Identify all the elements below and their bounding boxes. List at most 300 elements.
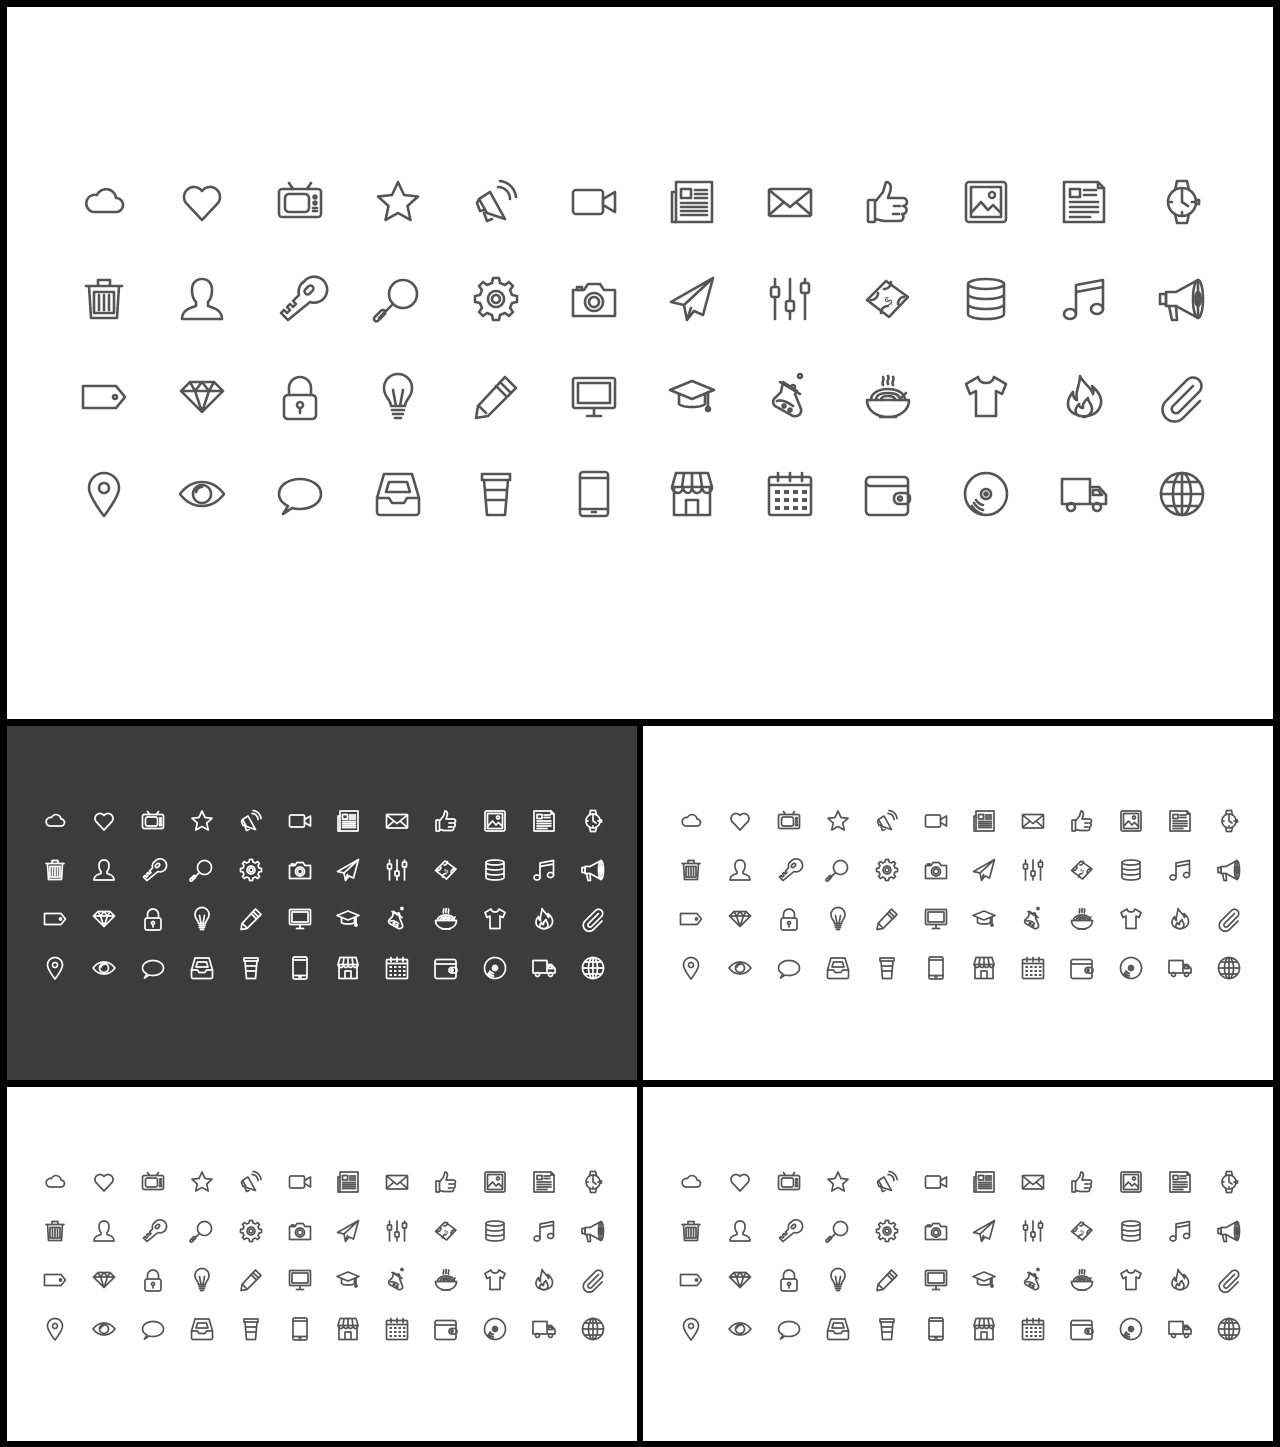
light-icon-panel-bottom-right [643,1087,1273,1441]
speaker-icon [875,1170,899,1194]
icon-cell [275,1256,324,1305]
icon-cell [1106,797,1155,846]
icon-cell [275,943,324,992]
heart-icon [92,1170,116,1194]
icon-cell [324,797,373,846]
icon-cell [129,943,178,992]
wallet-icon [864,470,912,518]
icon-cell [153,153,251,251]
envelope-icon [766,178,814,226]
icon-cell [1058,1158,1107,1207]
monitor-icon [570,373,618,421]
icon-cell [129,1158,178,1207]
map-pin-icon [679,1317,703,1341]
icon-cell [226,895,275,944]
tv-icon [276,178,324,226]
icon-cell [519,797,568,846]
trash-icon [80,275,128,323]
megaphone-icon [581,1219,605,1243]
icon-cell [568,1256,617,1305]
icon-cell [839,153,937,251]
icon-cell [1106,943,1155,992]
flame-icon [532,1268,556,1292]
sliders-icon [385,1219,409,1243]
envelope-icon [385,1170,409,1194]
graduation-cap-icon [336,907,360,931]
icon-cell [960,1304,1009,1353]
shop-icon [668,470,716,518]
icon-cell [251,153,349,251]
cloud-icon [679,1170,703,1194]
icon-cell [129,1256,178,1305]
lightbulb-icon [190,907,214,931]
icon-cell [1155,943,1204,992]
icon-cell [349,153,447,251]
music-note-icon [1168,1219,1192,1243]
icon-grid [55,153,1231,543]
newspaper-icon [336,809,360,833]
icon-cell [177,1158,226,1207]
icon-cell [960,895,1009,944]
icon-cell [324,846,373,895]
magnifier-icon [190,1219,214,1243]
icon-cell [765,846,814,895]
money-icon [864,275,912,323]
paperclip-icon [1158,373,1206,421]
eye-icon [178,470,226,518]
icon-cell [80,1207,129,1256]
icon-cell [177,797,226,846]
lock-icon [141,1268,165,1292]
heart-icon [728,1170,752,1194]
tablet-icon [924,956,948,980]
icon-cell [1035,251,1133,349]
coffee-cup-icon [875,956,899,980]
envelope-icon [1021,1170,1045,1194]
database-icon [483,858,507,882]
icon-cell [177,943,226,992]
icon-cell [1009,1256,1058,1305]
icon-cell [960,846,1009,895]
icon-cell [862,797,911,846]
icon-cell [643,446,741,544]
tv-icon [141,1170,165,1194]
icon-cell [177,1207,226,1256]
icon-cell [568,1304,617,1353]
icon-cell [349,251,447,349]
icon-cell [80,1256,129,1305]
disc-icon [962,470,1010,518]
icon-cell [153,251,251,349]
magnifier-icon [374,275,422,323]
star-icon [374,178,422,226]
icon-cell [324,1304,373,1353]
noodle-bowl-icon [434,1268,458,1292]
icon-cell [422,943,471,992]
icon-cell [1009,846,1058,895]
icon-cell [422,797,471,846]
icon-cell [716,846,765,895]
icon-cell [251,251,349,349]
user-icon [92,858,116,882]
heart-icon [728,809,752,833]
icon-cell [324,1158,373,1207]
icon-cell [275,797,324,846]
database-icon [483,1219,507,1243]
envelope-icon [385,809,409,833]
icon-cell [568,943,617,992]
lightbulb-icon [190,1268,214,1292]
icon-cell [1155,1207,1204,1256]
large-icon-panel [7,7,1273,719]
key-icon [777,1219,801,1243]
tag-icon [43,907,67,931]
icon-cell [839,348,937,446]
icon-cell [55,446,153,544]
icon-cell [568,797,617,846]
icon-cell [568,1207,617,1256]
map-pin-icon [80,470,128,518]
trash-icon [43,1219,67,1243]
icon-cell [839,251,937,349]
wallet-icon [434,1317,458,1341]
icon-cell [765,943,814,992]
icon-cell [1035,348,1133,446]
thumbs-up-icon [864,178,912,226]
icon-cell [545,153,643,251]
icon-cell [1106,1256,1155,1305]
icon-cell [80,1304,129,1353]
tablet-icon [570,470,618,518]
icon-cell [765,1158,814,1207]
icon-cell [519,1304,568,1353]
pencil-icon [875,1268,899,1292]
icon-cell [470,846,519,895]
icon-cell [1204,1256,1253,1305]
document-icon [532,809,556,833]
watch-icon [1217,809,1241,833]
icon-cell [1009,1207,1058,1256]
user-icon [728,1219,752,1243]
icon-cell [813,1207,862,1256]
envelope-icon [1021,809,1045,833]
pencil-icon [875,907,899,931]
icon-cell [422,895,471,944]
icon-cell [447,348,545,446]
calendar-icon [385,1317,409,1341]
icon-cell [1204,1207,1253,1256]
tshirt-icon [483,907,507,931]
icon-cell [960,1158,1009,1207]
icon-cell [1204,943,1253,992]
paperclip-icon [1217,907,1241,931]
icon-cell [324,1207,373,1256]
noodle-bowl-icon [864,373,912,421]
tv-icon [141,809,165,833]
icon-cell [1204,797,1253,846]
icon-cell [177,1304,226,1353]
icon-cell [1009,943,1058,992]
paperclip-icon [581,907,605,931]
icon-cell [813,895,862,944]
icon-cell [373,1304,422,1353]
camera-icon [924,858,948,882]
icon-cell [324,1256,373,1305]
icon-cell [1133,446,1231,544]
inbox-tray-icon [190,1317,214,1341]
icon-cell [1009,1304,1058,1353]
diamond-icon [728,907,752,931]
icon-cell [1058,1207,1107,1256]
map-pin-icon [679,956,703,980]
icon-cell [31,797,80,846]
megaphone-icon [1217,858,1241,882]
lock-icon [777,907,801,931]
globe-icon [1217,956,1241,980]
tablet-icon [288,956,312,980]
inbox-tray-icon [374,470,422,518]
coffee-cup-icon [239,1317,263,1341]
icon-cell [373,1256,422,1305]
key-icon [141,1219,165,1243]
tablet-icon [924,1317,948,1341]
icon-cell [741,348,839,446]
icon-cell [422,1158,471,1207]
eye-icon [92,956,116,980]
flame-icon [1060,373,1108,421]
icon-cell [1155,1304,1204,1353]
icon-cell [55,153,153,251]
watch-icon [581,809,605,833]
flame-icon [1168,907,1192,931]
gear-icon [239,1219,263,1243]
icon-cell [1155,846,1204,895]
icon-cell [129,1207,178,1256]
paper-plane-icon [668,275,716,323]
icon-cell [862,895,911,944]
icon-cell [545,251,643,349]
coffee-cup-icon [239,956,263,980]
icon-cell [422,1256,471,1305]
icon-cell [519,1256,568,1305]
icon-cell [545,446,643,544]
icon-cell [226,943,275,992]
icon-cell [1204,895,1253,944]
icon-cell [839,446,937,544]
icon-cell [80,895,129,944]
cloud-icon [43,1170,67,1194]
icon-cell [31,895,80,944]
camera-icon [570,275,618,323]
lightbulb-icon [374,373,422,421]
shop-icon [972,956,996,980]
icon-cell [813,1304,862,1353]
database-icon [1119,1219,1143,1243]
icon-cell [813,797,862,846]
sliders-icon [1021,858,1045,882]
diamond-icon [728,1268,752,1292]
icon-cell [373,1158,422,1207]
music-note-icon [1060,275,1108,323]
paperclip-icon [581,1268,605,1292]
icon-cell [862,1158,911,1207]
truck-icon [532,956,556,980]
pencil-icon [472,373,520,421]
globe-icon [1158,470,1206,518]
icon-cell [1106,1207,1155,1256]
flask-icon [1021,907,1045,931]
dark-icon-panel [7,726,637,1080]
icon-cell [960,797,1009,846]
icon-cell [960,943,1009,992]
star-icon [826,1170,850,1194]
picture-icon [1119,809,1143,833]
icon-cell [545,348,643,446]
icon-cell [667,895,716,944]
icon-cell [324,943,373,992]
icon-cell [31,1207,80,1256]
icon-cell [447,446,545,544]
watch-icon [1217,1170,1241,1194]
icon-cell [422,846,471,895]
video-camera-icon [924,809,948,833]
icon-cell [765,1207,814,1256]
speech-bubble-icon [141,1317,165,1341]
video-camera-icon [570,178,618,226]
icon-cell [226,797,275,846]
icon-cell [643,251,741,349]
camera-icon [288,1219,312,1243]
icon-cell [1204,1304,1253,1353]
icon-cell [324,895,373,944]
icon-cell [275,846,324,895]
icon-cell [765,1256,814,1305]
document-icon [1060,178,1108,226]
icon-cell [911,1158,960,1207]
icon-cell [80,797,129,846]
icon-cell [177,1256,226,1305]
icon-cell [862,1207,911,1256]
icon-cell [275,1207,324,1256]
tag-icon [43,1268,67,1292]
icon-cell [349,446,447,544]
icon-cell [765,797,814,846]
star-icon [190,1170,214,1194]
icon-cell [31,1304,80,1353]
svg-text:$: $ [881,293,897,309]
icon-cell [226,846,275,895]
video-camera-icon [288,1170,312,1194]
icon-cell [1009,1158,1058,1207]
calendar-icon [766,470,814,518]
svg-text:$: $ [442,1228,451,1237]
graduation-cap-icon [336,1268,360,1292]
tshirt-icon [483,1268,507,1292]
light-icon-panel-bottom-left [7,1087,637,1441]
icon-cell [1058,1256,1107,1305]
icon-grid [667,1158,1253,1353]
icon-grid [31,797,617,992]
icon-cell [373,943,422,992]
icon-cell [1009,797,1058,846]
cloud-icon [679,809,703,833]
icon-cell [1058,943,1107,992]
flask-icon [385,907,409,931]
user-icon [178,275,226,323]
gear-icon [875,1219,899,1243]
icon-cell [1058,895,1107,944]
paper-plane-icon [972,858,996,882]
money-icon [434,1219,458,1243]
icon-cell [153,446,251,544]
icon-cell [1058,846,1107,895]
icon-cell [667,797,716,846]
trash-icon [679,858,703,882]
icon-cell [911,1256,960,1305]
icon-cell [1106,846,1155,895]
trash-icon [679,1219,703,1243]
tshirt-icon [1119,907,1143,931]
truck-icon [1060,470,1108,518]
icon-cell [911,1207,960,1256]
user-icon [92,1219,116,1243]
icon-cell [862,1304,911,1353]
icon-cell [177,846,226,895]
cloud-icon [80,178,128,226]
icon-cell [667,1304,716,1353]
icon-cell [153,348,251,446]
icon-cell [470,1304,519,1353]
icon-cell [765,1304,814,1353]
flame-icon [1168,1268,1192,1292]
icon-cell [716,1256,765,1305]
flame-icon [532,907,556,931]
icon-cell [862,943,911,992]
icon-cell [470,797,519,846]
icon-cell [226,1207,275,1256]
icon-cell [960,1207,1009,1256]
speech-bubble-icon [777,956,801,980]
icon-cell [422,1304,471,1353]
speaker-icon [239,1170,263,1194]
megaphone-icon [1158,275,1206,323]
speaker-icon [875,809,899,833]
truck-icon [1168,1317,1192,1341]
newspaper-icon [972,1170,996,1194]
watch-icon [1158,178,1206,226]
icon-cell [813,1158,862,1207]
shop-icon [336,1317,360,1341]
noodle-bowl-icon [1070,907,1094,931]
flask-icon [1021,1268,1045,1292]
icon-cell [422,1207,471,1256]
star-icon [826,809,850,833]
trash-icon [43,858,67,882]
icon-cell [373,846,422,895]
icon-cell [937,348,1035,446]
speaker-icon [472,178,520,226]
svg-text:$: $ [1078,867,1087,876]
watch-icon [581,1170,605,1194]
thumbs-up-icon [1070,809,1094,833]
icon-cell [741,251,839,349]
icon-cell [1009,895,1058,944]
icon-cell [226,1256,275,1305]
icon-cell [1155,895,1204,944]
money-icon [1070,858,1094,882]
icon-cell [937,251,1035,349]
icon-cell [349,348,447,446]
